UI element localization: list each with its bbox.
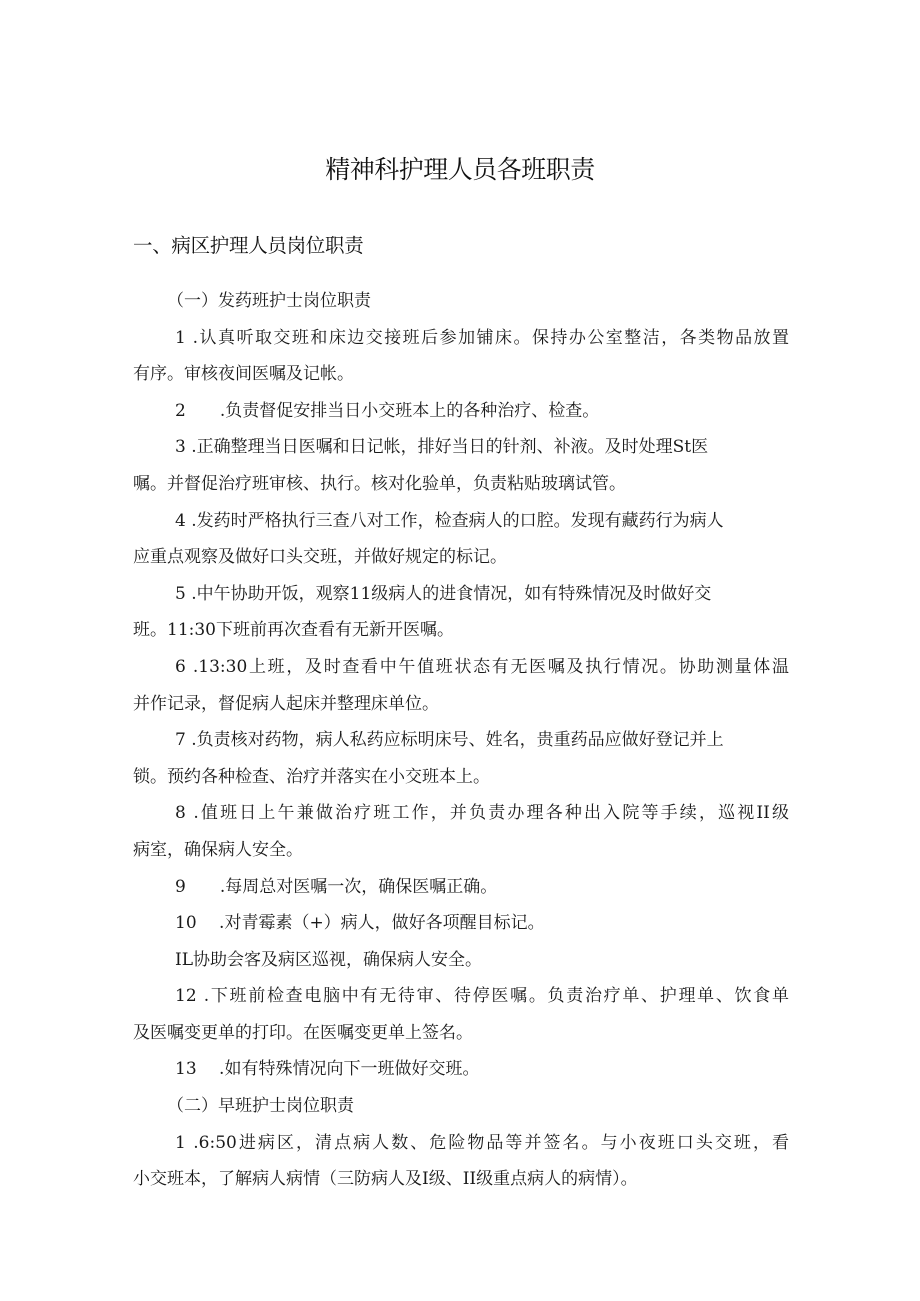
duty-item xyxy=(133,393,789,430)
section-heading: 一、病区护理人员岗位职责 xyxy=(133,234,364,257)
duty-item xyxy=(133,1125,789,1198)
duty-item xyxy=(133,869,789,906)
paragraph-line: IL协助会客及病区巡视，确保病人安全。 xyxy=(175,949,483,970)
paragraph-line: 并作记录，督促病人起床并整理床单位。 xyxy=(133,693,439,714)
duty-item xyxy=(133,503,789,576)
paragraph-line: 及医嘱变更单的打印。在医嘱变更单上签名。 xyxy=(133,1022,473,1043)
paragraph-line: 1 .认真听取交班和床边交接班后参加铺床。保持办公室整洁，各类物品放置 xyxy=(175,327,789,348)
paragraph-line: 13 .如有特殊情况向下一班做好交班。 xyxy=(175,1059,480,1080)
paragraph-line: 7 .负责核对药物，病人私药应标明床号、姓名，贵重药品应做好登记并上 xyxy=(175,730,724,751)
duty-item xyxy=(133,1051,789,1088)
paragraph-line: 4 .发药时严格执行三查八对工作，检查病人的口腔。发现有藏药行为病人 xyxy=(175,510,724,531)
paragraph-line: 9 .每周总对医嘱一次，确保医嘱正确。 xyxy=(175,876,498,897)
paragraph-line: 嘱。并督促治疗班审核、执行。核对化验单，负责粘贴玻璃试管。 xyxy=(133,473,626,494)
paragraph-line: 12 .下班前检查电脑中有无待审、待停医嘱。负责治疗单、护理单、饮食单 xyxy=(175,986,789,1007)
paragraph-line: 6 .13:30上班，及时查看中午值班状态有无医嘱及执行情况。协助测量体温 xyxy=(175,656,789,677)
paragraph-line: 8 .值班日上午兼做治疗班工作，并负责办理各种出入院等手续，巡视II级 xyxy=(175,803,789,824)
paragraph-line: 应重点观察及做好口头交班，并做好规定的标记。 xyxy=(133,547,507,568)
paragraph-line: 1 .6:50进病区，清点病人数、危险物品等并签名。与小夜班口头交班，看 xyxy=(175,1132,789,1153)
duty-item xyxy=(133,649,789,722)
document-title: 精神科护理人员各班职责 xyxy=(325,155,595,184)
duty-item xyxy=(133,722,789,795)
paragraph-line: 有序。审核夜间医嘱及记帐。 xyxy=(133,364,354,385)
paragraph-line: 病室，确保病人安全。 xyxy=(133,839,303,860)
subsection-heading-1: （一）发药班护士岗位职责 xyxy=(167,291,371,311)
duty-item xyxy=(133,429,789,502)
paragraph-line: 小交班本，了解病人病情（三防病人及I级、II级重点病人的病情）。 xyxy=(133,1169,638,1190)
document-body xyxy=(133,283,789,1198)
paragraph-line: 3 .正确整理当日医嘱和日记帐，排好当日的针剂、补液。及时处理St医 xyxy=(175,437,709,458)
duty-item xyxy=(133,905,789,942)
paragraph-line: 2 .负责督促安排当日小交班本上的各种治疗、检查。 xyxy=(175,400,600,421)
duty-item xyxy=(133,942,789,979)
duty-item xyxy=(133,576,789,649)
subsection-heading-2: （二）早班护士岗位职责 xyxy=(167,1096,354,1117)
duty-item xyxy=(133,978,789,1051)
duty-item xyxy=(133,795,789,868)
paragraph-line: 10 .对青霉素（+）病人，做好各项醒目标记。 xyxy=(175,913,545,934)
paragraph-line: 5 .中午协助开饭，观察11级病人的进食情况，如有特殊情况及时做好交 xyxy=(175,583,712,604)
duty-item xyxy=(133,320,789,393)
paragraph-line: 班。11:30下班前再次查看有无新开医嘱。 xyxy=(133,620,454,641)
paragraph-line: 锁。预约各种检查、治疗并落实在小交班本上。 xyxy=(133,766,490,787)
